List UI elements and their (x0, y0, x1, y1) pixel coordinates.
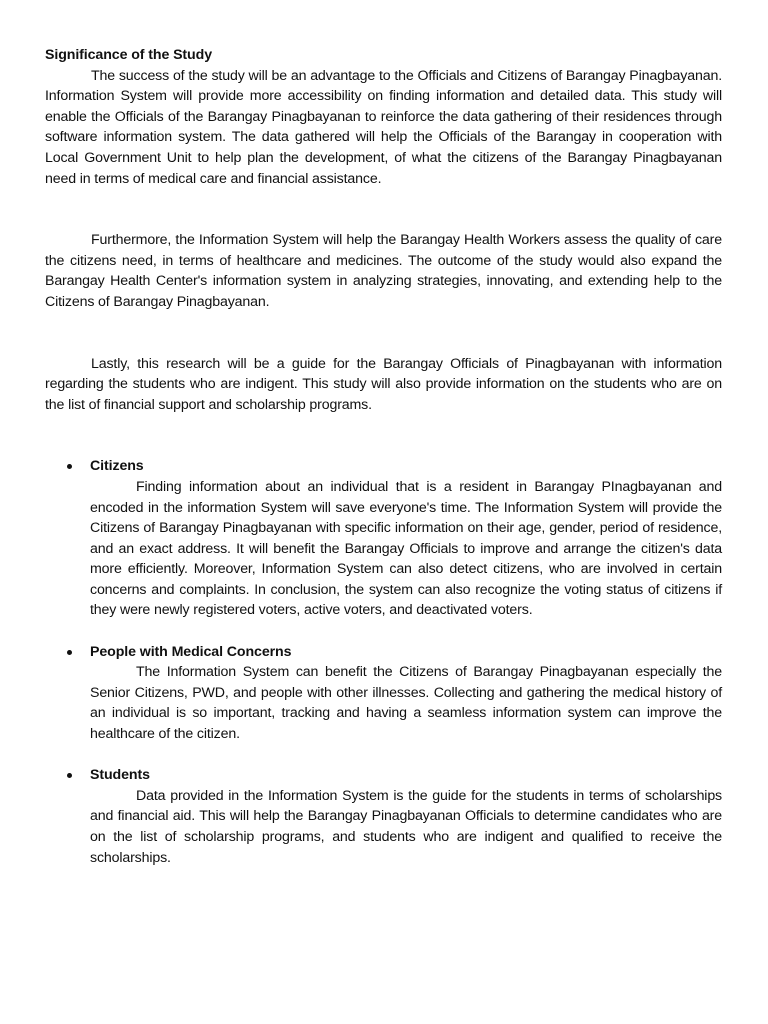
list-item-medical-concerns (45, 642, 722, 745)
list-item-text: Data provided in the Information System is the guide for the students in terms of scholarships and financial aid. This will help the Barangay Pinagbayanan Officials to determine candidates who are on the list of scholarship programs, and students who are indigent and qualified to receive the scholarships. (90, 787, 722, 866)
bullet-icon (67, 650, 72, 655)
list-item-students (45, 765, 722, 868)
document-page (45, 45, 722, 889)
paragraph-furthermore: Furthermore, the Information System will help the Barangay Health Workers assess the quality of care the citizens need, in terms of healthcare and medicines. The outcome of the study would also expand the Barangay Health Center's information system in analyzing strategies, innovating, and extending help to the Citizens of Barangay Pinagbayanan. (45, 232, 722, 310)
list-item-text: The Information System can benefit the Citizens of Barangay Pinagbayanan especially the Senior Citizens, PWD, and people with other illnesses. Collecting and gathering the medical history of an individual is so important, tracking and having a seamless information system can improve the healthcare of the citizen. (90, 664, 722, 743)
section-heading: Significance of the Study (45, 47, 212, 63)
beneficiaries-list (45, 456, 722, 868)
list-item-title: People with Medical Concerns (90, 643, 292, 660)
list-item-title: Citizens (90, 458, 144, 475)
paragraph-lastly: Lastly, this research will be a guide for the Barangay Officials of Pinagbayanan with information regarding the students who are indigent. This study will also provide information on the students who are on the list of financial support and scholarship programs. (45, 355, 722, 413)
paragraph-success: The success of the study will be an advantage to the Officials and Citizens of Barangay Pinagbayanan. Information System will provide more accessibility on finding information and detailed data. This study will enable the Officials of the Barangay Pinagbayanan to reinforce the data gathering of their residences through software information system. The data gathered will help the Officials of the Barangay in cooperation with Local Government Unit to help plan the development, of what the citizens of the Barangay Pinagbayanan need in terms of medical care and financial assistance. (45, 67, 722, 187)
bullet-icon (67, 464, 72, 469)
list-item-title: Students (90, 767, 150, 784)
bullet-icon (67, 773, 72, 778)
list-item-citizens (45, 456, 722, 621)
list-item-text: Finding information about an individual that is a resident in Barangay PInagbayanan and encoded in the information System will save everyone's time. The Information System will provide the Citizens of Barangay Pinagbayanan with specific information on their age, gender, period of residence, and an exact address. It will benefit the Barangay Officials to improve and arrange the citizen's data more efficiently. Moreover, Information System can also detect citizens, who are involved in certain concerns and complaints. In conclusion, the system can also recognize the voting status of citizens if they were newly registered voters, active voters, and deactivated voters. (90, 478, 722, 619)
